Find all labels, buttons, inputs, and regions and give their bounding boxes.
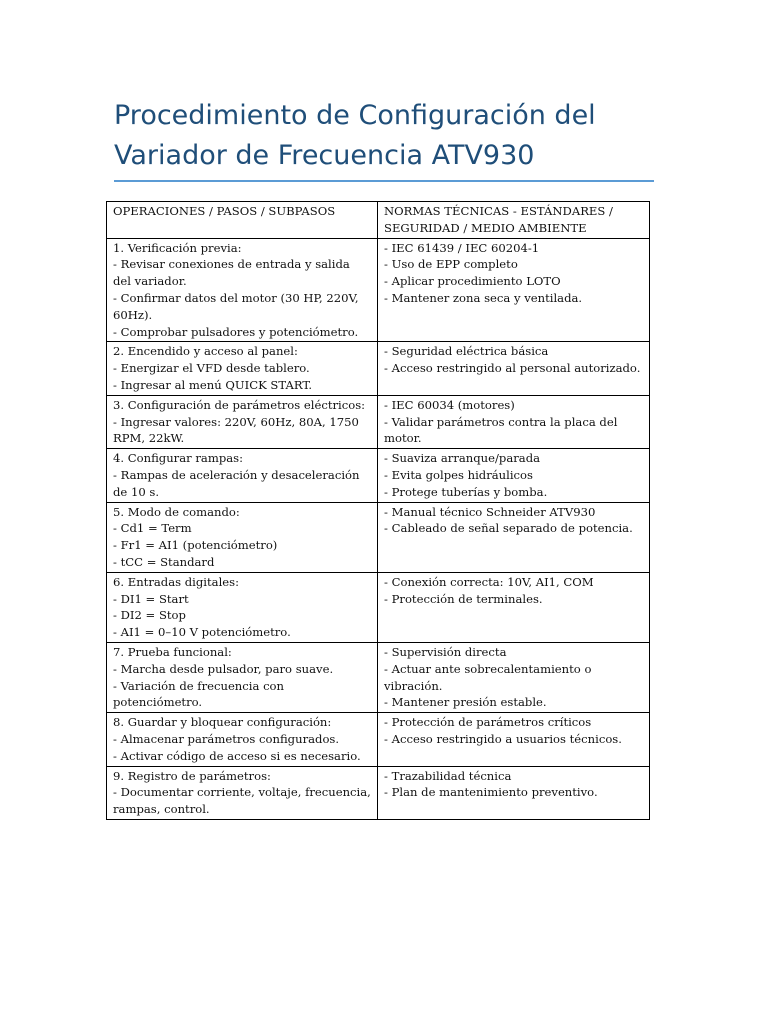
- table-row: [107, 713, 650, 766]
- norm-line: - Mantener zona seca y ventilada.: [384, 290, 583, 305]
- operation-line: - Energizar el VFD desde tablero.: [113, 361, 310, 376]
- page-title-line-1: Procedimiento de Configuración del: [114, 100, 596, 131]
- table-row: [107, 449, 650, 502]
- operations-cell: [107, 642, 378, 712]
- table-row: [107, 766, 650, 819]
- procedure-table-body: [107, 238, 650, 819]
- operation-line: 9. Registro de parámetros:: [113, 768, 271, 783]
- norm-line: - Plan de mantenimiento preventivo.: [384, 785, 598, 800]
- norms-cell: [378, 502, 650, 572]
- operation-line: 6. Entradas digitales:: [113, 574, 240, 589]
- operation-line: - DI2 = Stop: [113, 608, 186, 623]
- header-row: [107, 202, 650, 239]
- norm-line: - Suaviza arranque/parada: [384, 451, 541, 466]
- operation-line: 7. Prueba funcional:: [113, 644, 232, 659]
- operations-cell: [107, 766, 378, 819]
- norm-line: - IEC 60034 (motores): [384, 397, 515, 412]
- operation-line: - Activar código de acceso si es necesario.: [113, 748, 361, 763]
- operation-line: - Fr1 = AI1 (potenciómetro): [113, 538, 278, 553]
- page-title-line-2: Variador de Frecuencia ATV930: [114, 140, 535, 171]
- table-row: [107, 572, 650, 642]
- norms-cell: [378, 238, 650, 342]
- operation-line: 5. Modo de comando:: [113, 504, 240, 519]
- operations-cell: [107, 502, 378, 572]
- operation-line: - Variación de frecuencia con potenciómetro.: [113, 678, 285, 710]
- norm-line: - Acceso restringido al personal autorizado.: [384, 361, 641, 376]
- operation-line: - tCC = Standard: [113, 554, 215, 569]
- operation-line: - Rampas de aceleración y desaceleración de 10 s.: [113, 467, 360, 499]
- norms-cell: [378, 642, 650, 712]
- norm-line: - Manual técnico Schneider ATV930: [384, 504, 596, 519]
- operation-line: - Almacenar parámetros configurados.: [113, 731, 340, 746]
- table-row: [107, 342, 650, 395]
- title-underline-divider: [114, 180, 654, 182]
- table-row: [107, 502, 650, 572]
- norm-line: - Acceso restringido a usuarios técnicos.: [384, 731, 622, 746]
- norms-cell: [378, 572, 650, 642]
- header-operations: OPERACIONES / PASOS / SUBPASOS: [107, 202, 378, 239]
- table-row: [107, 238, 650, 342]
- norm-line: - Validar parámetros contra la placa del motor.: [384, 414, 618, 446]
- procedure-table-header: [107, 202, 650, 239]
- norm-line: - Seguridad eléctrica básica: [384, 344, 549, 359]
- norm-line: - Conexión correcta: 10V, AI1, COM: [384, 574, 594, 589]
- table-row: [107, 642, 650, 712]
- operation-line: 4. Configurar rampas:: [113, 451, 244, 466]
- norm-line: - Actuar ante sobrecalentamiento o vibración.: [384, 661, 592, 693]
- norm-line: - Trazabilidad técnica: [384, 768, 512, 783]
- operations-cell: [107, 713, 378, 766]
- operation-line: - DI1 = Start: [113, 591, 189, 606]
- operation-line: - AI1 = 0–10 V potenciómetro.: [113, 625, 291, 640]
- page-title: [114, 96, 634, 176]
- norm-line: - Uso de EPP completo: [384, 257, 518, 272]
- operation-line: - Ingresar valores: 220V, 60Hz, 80A, 1750 RPM, 22kW.: [113, 414, 359, 446]
- header-norms: NORMAS TÉCNICAS - ESTÁNDARES / SEGURIDAD / MEDIO AMBIENTE: [378, 202, 650, 239]
- operation-line: - Revisar conexiones de entrada y salida del variador.: [113, 257, 350, 289]
- operations-cell: [107, 238, 378, 342]
- norm-line: - Protección de parámetros críticos: [384, 715, 592, 730]
- norm-line: - Aplicar procedimiento LOTO: [384, 274, 561, 289]
- operation-line: 3. Configuración de parámetros eléctricos:: [113, 397, 366, 412]
- norm-line: - Cableado de señal separado de potencia.: [384, 521, 633, 536]
- operation-line: - Cd1 = Term: [113, 521, 192, 536]
- norms-cell: [378, 395, 650, 448]
- norms-cell: [378, 342, 650, 395]
- operation-line: - Comprobar pulsadores y potenciómetro.: [113, 324, 359, 339]
- operation-line: 8. Guardar y bloquear configuración:: [113, 715, 332, 730]
- norms-cell: [378, 713, 650, 766]
- operation-line: - Documentar corriente, voltaje, frecuencia, rampas, control.: [113, 785, 371, 817]
- procedure-table: [106, 201, 650, 820]
- operation-line: 1. Verificación previa:: [113, 240, 242, 255]
- operations-cell: [107, 449, 378, 502]
- norm-line: - Mantener presión estable.: [384, 695, 547, 710]
- table-row: [107, 395, 650, 448]
- norm-line: - Evita golpes hidráulicos: [384, 467, 533, 482]
- norm-line: - Protege tuberías y bomba.: [384, 484, 548, 499]
- operation-line: 2. Encendido y acceso al panel:: [113, 344, 298, 359]
- norms-cell: [378, 766, 650, 819]
- norm-line: - IEC 61439 / IEC 60204-1: [384, 240, 540, 255]
- operations-cell: [107, 572, 378, 642]
- operation-line: - Confirmar datos del motor (30 HP, 220V, 60Hz).: [113, 290, 359, 322]
- operations-cell: [107, 395, 378, 448]
- operation-line: - Ingresar al menú QUICK START.: [113, 377, 313, 392]
- operations-cell: [107, 342, 378, 395]
- norm-line: - Protección de terminales.: [384, 591, 543, 606]
- norm-line: - Supervisión directa: [384, 644, 507, 659]
- operation-line: - Marcha desde pulsador, paro suave.: [113, 661, 334, 676]
- norms-cell: [378, 449, 650, 502]
